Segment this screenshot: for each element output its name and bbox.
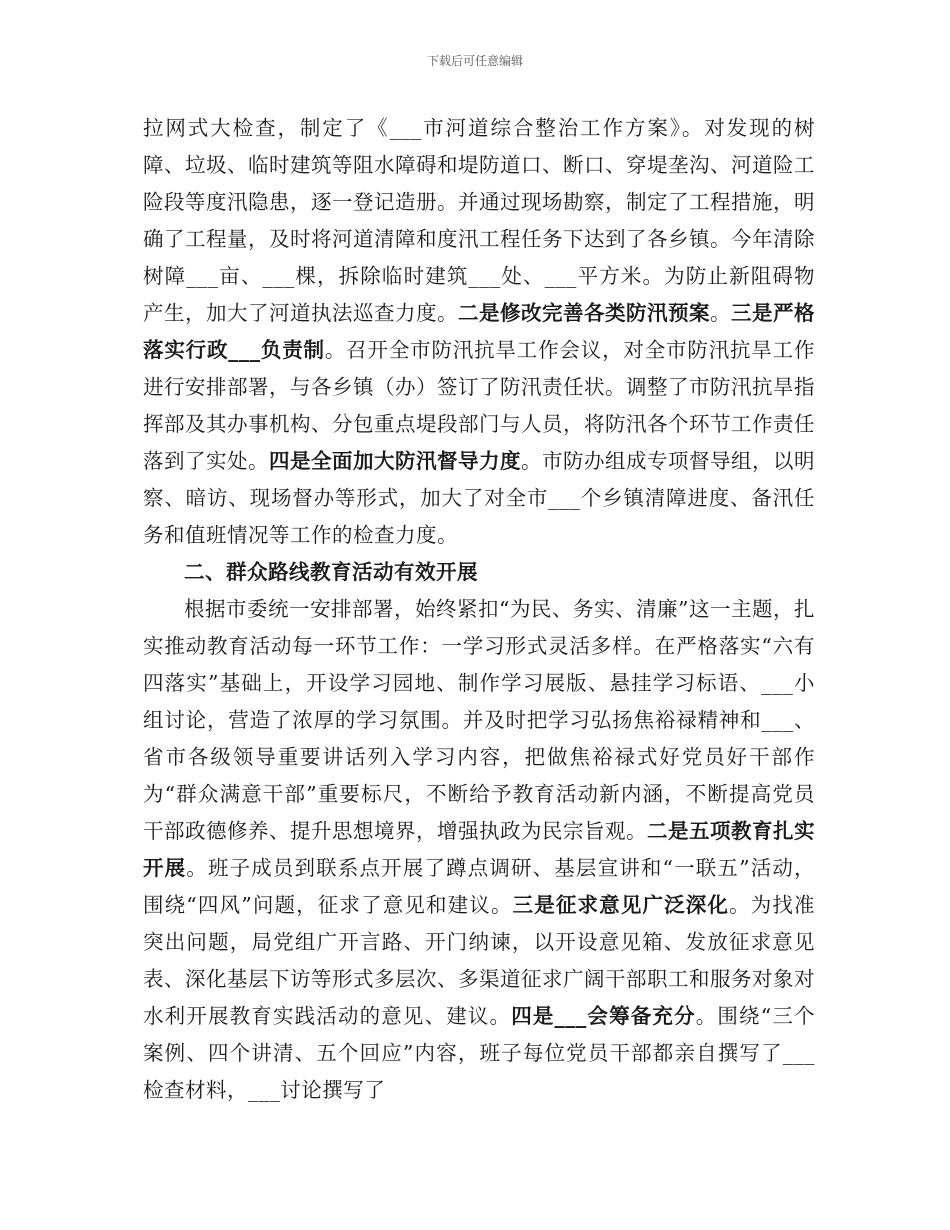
bold-run: 三是征求意见广泛深化	[512, 893, 730, 917]
paragraph-mass-line	[143, 591, 815, 1109]
paragraph-flood-control	[143, 110, 815, 554]
bold-run: 三是严格落实行政___负责制	[143, 301, 815, 362]
text-run: 根据市委统一安排部署，始终紧扣“为民、务实、清廉”这一主题，扎实推动教育活动每一环节工作：一学习形式灵活多样。在严格落实“六有四落实”基础上，开设学习园地、制作学习展版、悬挂学习标语、___小组讨论，营造了浓厚的学习氛围。并及时把学习弘扬焦裕禄精神和___、省市各级领导重要讲话列入学习内容，把做焦裕禄式好党员好干部作为“群众满意干部”重要标尺，不断给予教育活动新内涵，不断提高党员干部政德修养、提升思想境界，增强执政为民宗旨观。	[143, 597, 815, 843]
bold-run: 四是___会筹备充分	[511, 1004, 696, 1028]
bold-run: 二是五项教育扎实开展	[143, 819, 815, 880]
text-run: 。围绕“三个案例、四个讲清、五个回应”内容，班子每位党员干部都亲自撰写了___检查材料，___讨论撰写了	[143, 1004, 816, 1102]
document-body	[143, 110, 815, 1109]
text-run: 。	[710, 301, 731, 325]
text-run: 。召开全市防汛抗旱工作会议，对全市防汛抗旱工作进行安排部署，与各乡镇（办）签订了防汛责任状。调整了市防汛抗旱指挥部及其办事机构、分包重点堤段部门与人员，将防汛各个环节工作责任落到了实处。	[143, 338, 816, 473]
text-run: 。为找准突出问题，局党组广开言路、开门纳谏，以开设意见箱、发放征求意见表、深化基层下访等形式多层次、多渠道征求广阔干部职工和服务对象对水利开展教育实践活动的意见、建议。	[143, 893, 816, 1028]
bold-run: 四是全面加大防汛督导力度	[269, 449, 521, 473]
page-header: 下载后可任意编辑	[426, 54, 523, 68]
text-run: 。班子成员到联系点开展了蹲点调研、基层宣讲和“一联五”活动，围绕“四风”问题，征求了意见和建议。	[143, 856, 815, 917]
text-run: 。市防办组成专项督导组，以明察、暗访、现场督办等形式，加大了对全市___个乡镇清障进度、备汛任务和值班情况等工作的检查力度。	[143, 449, 815, 547]
bold-run: 二是修改完善各类防汛预案	[458, 301, 710, 325]
text-run: 拉网式大检查，制定了《___市河道综合整治工作方案》。对发现的树障、垃圾、临时建筑等阻水障碍和堤防道口、断口、穿堤垄沟、河道险工险段等度汛隐患，逐一登记造册。并通过现场勘察，制定了工程措施，明确了工程量，及时将河道清障和度汛工程任务下达到了各乡镇。今年清除树障___亩、___棵，拆除临时建筑___处、___平方米。为防止新阻碍物产生，加大了河道执法巡查力度。	[143, 116, 815, 325]
section-heading	[143, 554, 815, 591]
section-heading-text: 二、群众路线教育活动有效开展	[184, 560, 478, 584]
